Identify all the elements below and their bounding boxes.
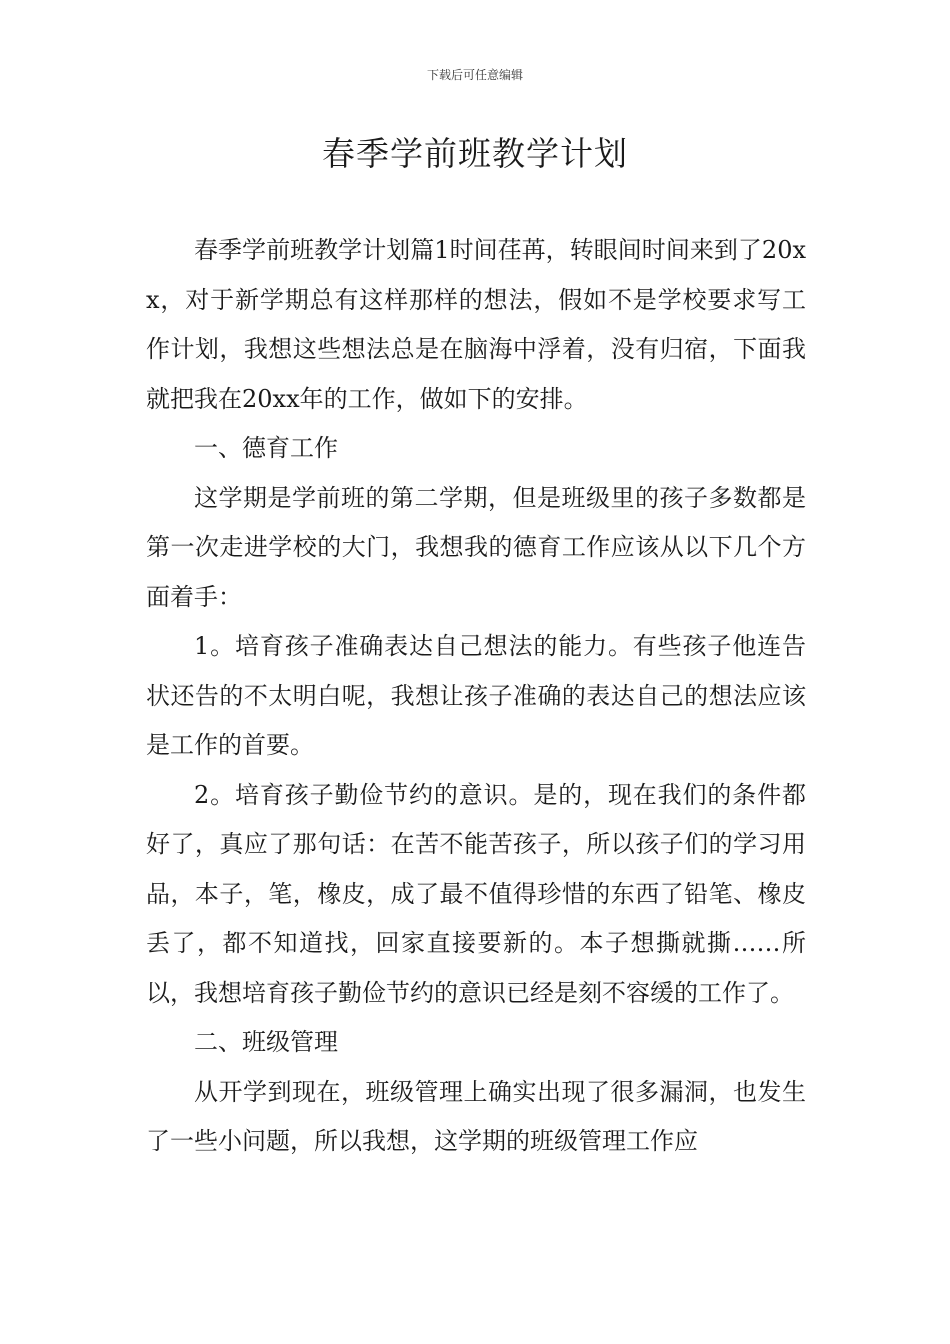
- section-heading-class-management: 二、班级管理: [194, 1028, 338, 1056]
- paragraph-class-management: 从开学到现在，班级管理上确实出现了很多漏洞，也发生了一些小问题，所以我想，这学期的班级管理工作应: [146, 1077, 806, 1155]
- document-title: 春季学前班教学计划: [322, 134, 628, 173]
- section-heading-moral-education: 一、德育工作: [194, 434, 338, 462]
- paragraph-moral-education: 这学期是学前班的第二学期，但是班级里的孩子多数都是第一次走进学校的大门，我想我的德育工作应该从以下几个方面着手：: [146, 483, 806, 611]
- paragraph-point-1: 1。培育孩子准确表达自己想法的能力。有些孩子他连告状还告的不太明白呢，我想让孩子准确的表达自己的想法应该是工作的首要。: [146, 632, 806, 759]
- paragraph-point-2: 2。培育孩子勤俭节约的意识。是的，现在我们的条件都好了，真应了那句话：在苦不能苦孩子，所以孩子们的学习用品，本子，笔，橡皮，成了最不值得珍惜的东西了铅笔、橡皮丢了，都不知道找，回家直接要新的。本子想撕就撕……所以，我想培育孩子勤俭节约的意识已经是刻不容缓的工作了。: [146, 780, 806, 1007]
- paragraph-intro: 春季学前班教学计划篇1时间荏苒，转眼间时间来到了20xx，对于新学期总有这样那样的想法，假如不是学校要求写工作计划，我想这些想法总是在脑海中浮着，没有归宿，下面我就把我在20xx年的工作，做如下的安排。: [146, 236, 806, 413]
- document-body: [146, 226, 806, 1167]
- page-header-note: 下载后可任意编辑: [426, 68, 523, 82]
